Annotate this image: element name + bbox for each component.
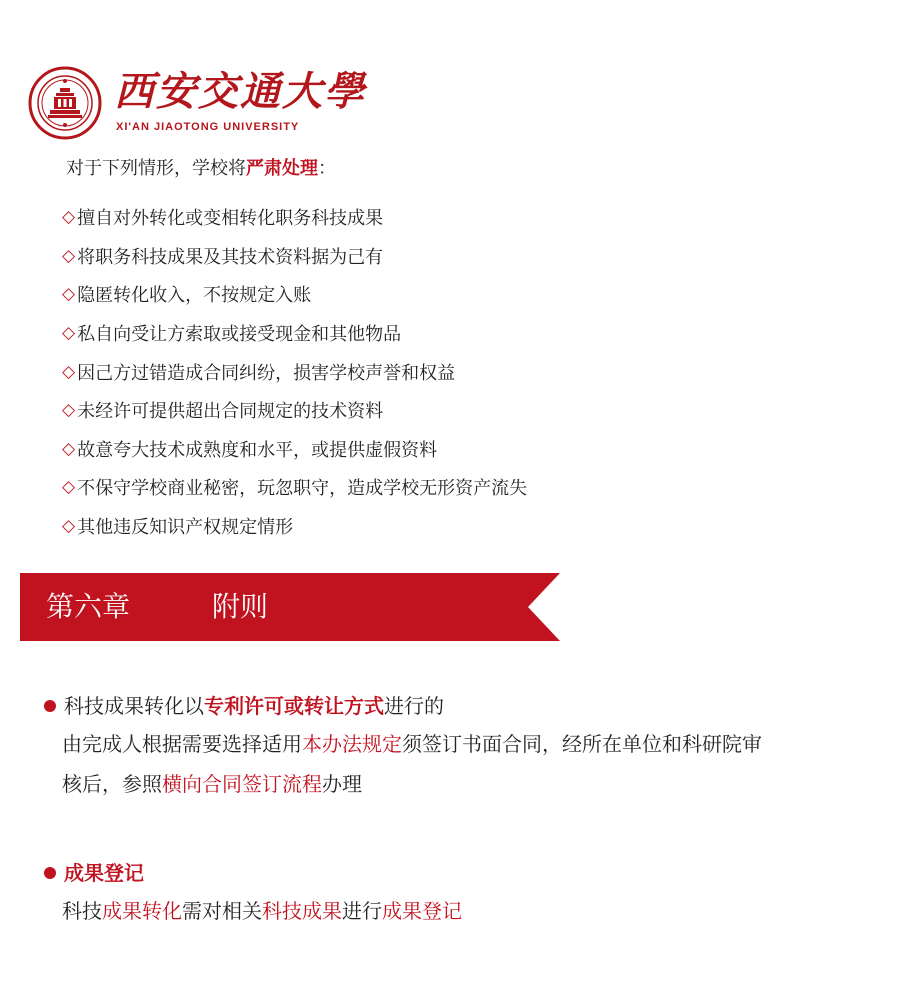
university-name-cn: 西安交通大學 [114,68,366,115]
list-item [62,198,527,237]
text-run: 须签订书面合同，经所在单位和科研院审 [402,732,762,756]
rule-text: 将职务科技成果及其技术资料据为己有 [77,246,384,268]
text-run: 办理 [322,772,362,796]
list-item [62,391,527,430]
rule-text: 其他违反知识产权规定情形 [77,517,294,539]
rules-list [62,198,527,545]
text-highlight: 成果登记 [382,899,462,923]
university-name-en: XI'AN JIAOTONG UNIVERSITY [116,121,300,133]
rule-text: 不保守学校商业秘密，玩忽职守，造成学校无形资产流失 [77,478,528,500]
section-body [44,891,462,931]
list-item [62,314,527,353]
section-body [44,724,762,804]
list-item [62,507,527,546]
text-run: 进行 [342,899,382,923]
text-run: 核后，参照 [62,772,162,796]
list-item [62,237,527,276]
rule-text: 故意夸大技术成熟度和水平，或提供虚假资料 [77,439,438,461]
diamond-icon: ◇ [62,438,76,459]
rule-text: 未经许可提供超出合同规定的技术资料 [77,401,384,423]
university-logo [28,66,366,138]
intro-prefix: 对于下列情形，学校将 [66,158,246,179]
heading-highlight: 成果登记 [64,861,144,885]
diamond-icon: ◇ [62,284,76,305]
diamond-icon: ◇ [62,477,76,498]
list-item [62,352,527,391]
text-highlight: 横向合同签订流程 [162,772,322,796]
university-seal-icon [28,66,102,140]
heading-suffix: 进行的 [384,694,444,718]
diamond-icon: ◇ [62,516,76,537]
list-item [62,275,527,314]
bullet-icon [44,867,56,879]
diamond-icon: ◇ [62,207,76,228]
heading-prefix: 科技成果转化以 [64,694,204,718]
section-transfer [44,688,762,804]
section-registration [44,855,462,931]
section-heading [44,855,462,891]
intro-suffix: ： [318,158,336,179]
body-line [62,764,762,804]
rule-text: 私自向受让方索取或接受现金和其他物品 [77,324,402,346]
text-run: 科技 [62,899,102,923]
body-line [62,724,762,764]
rule-text: 隐匿转化收入，不按规定入账 [77,285,312,307]
text-run: 需对相关 [182,899,262,923]
list-item [62,468,527,507]
diamond-icon: ◇ [62,400,76,421]
chapter-number: 第六章 [46,590,131,623]
heading-highlight: 专利许可或转让方式 [204,694,384,718]
diamond-icon: ◇ [62,361,76,382]
text-highlight: 科技成果 [262,899,342,923]
intro-line [66,156,336,182]
section-heading [44,688,762,724]
body-line [62,891,462,931]
intro-highlight: 严肃处理 [246,158,318,179]
rule-text: 擅自对外转化或变相转化职务科技成果 [77,208,384,230]
rule-text: 因己方过错造成合同纠纷，损害学校声誉和权益 [77,362,456,384]
bullet-icon [44,700,56,712]
list-item [62,430,527,469]
text-highlight: 成果转化 [102,899,182,923]
text-highlight: 本办法规定 [302,732,402,756]
chapter-title: 附则 [212,590,269,623]
diamond-icon: ◇ [62,323,76,344]
text-run: 由完成人根据需要选择适用 [62,732,302,756]
chapter-banner [20,573,560,641]
diamond-icon: ◇ [62,245,76,266]
